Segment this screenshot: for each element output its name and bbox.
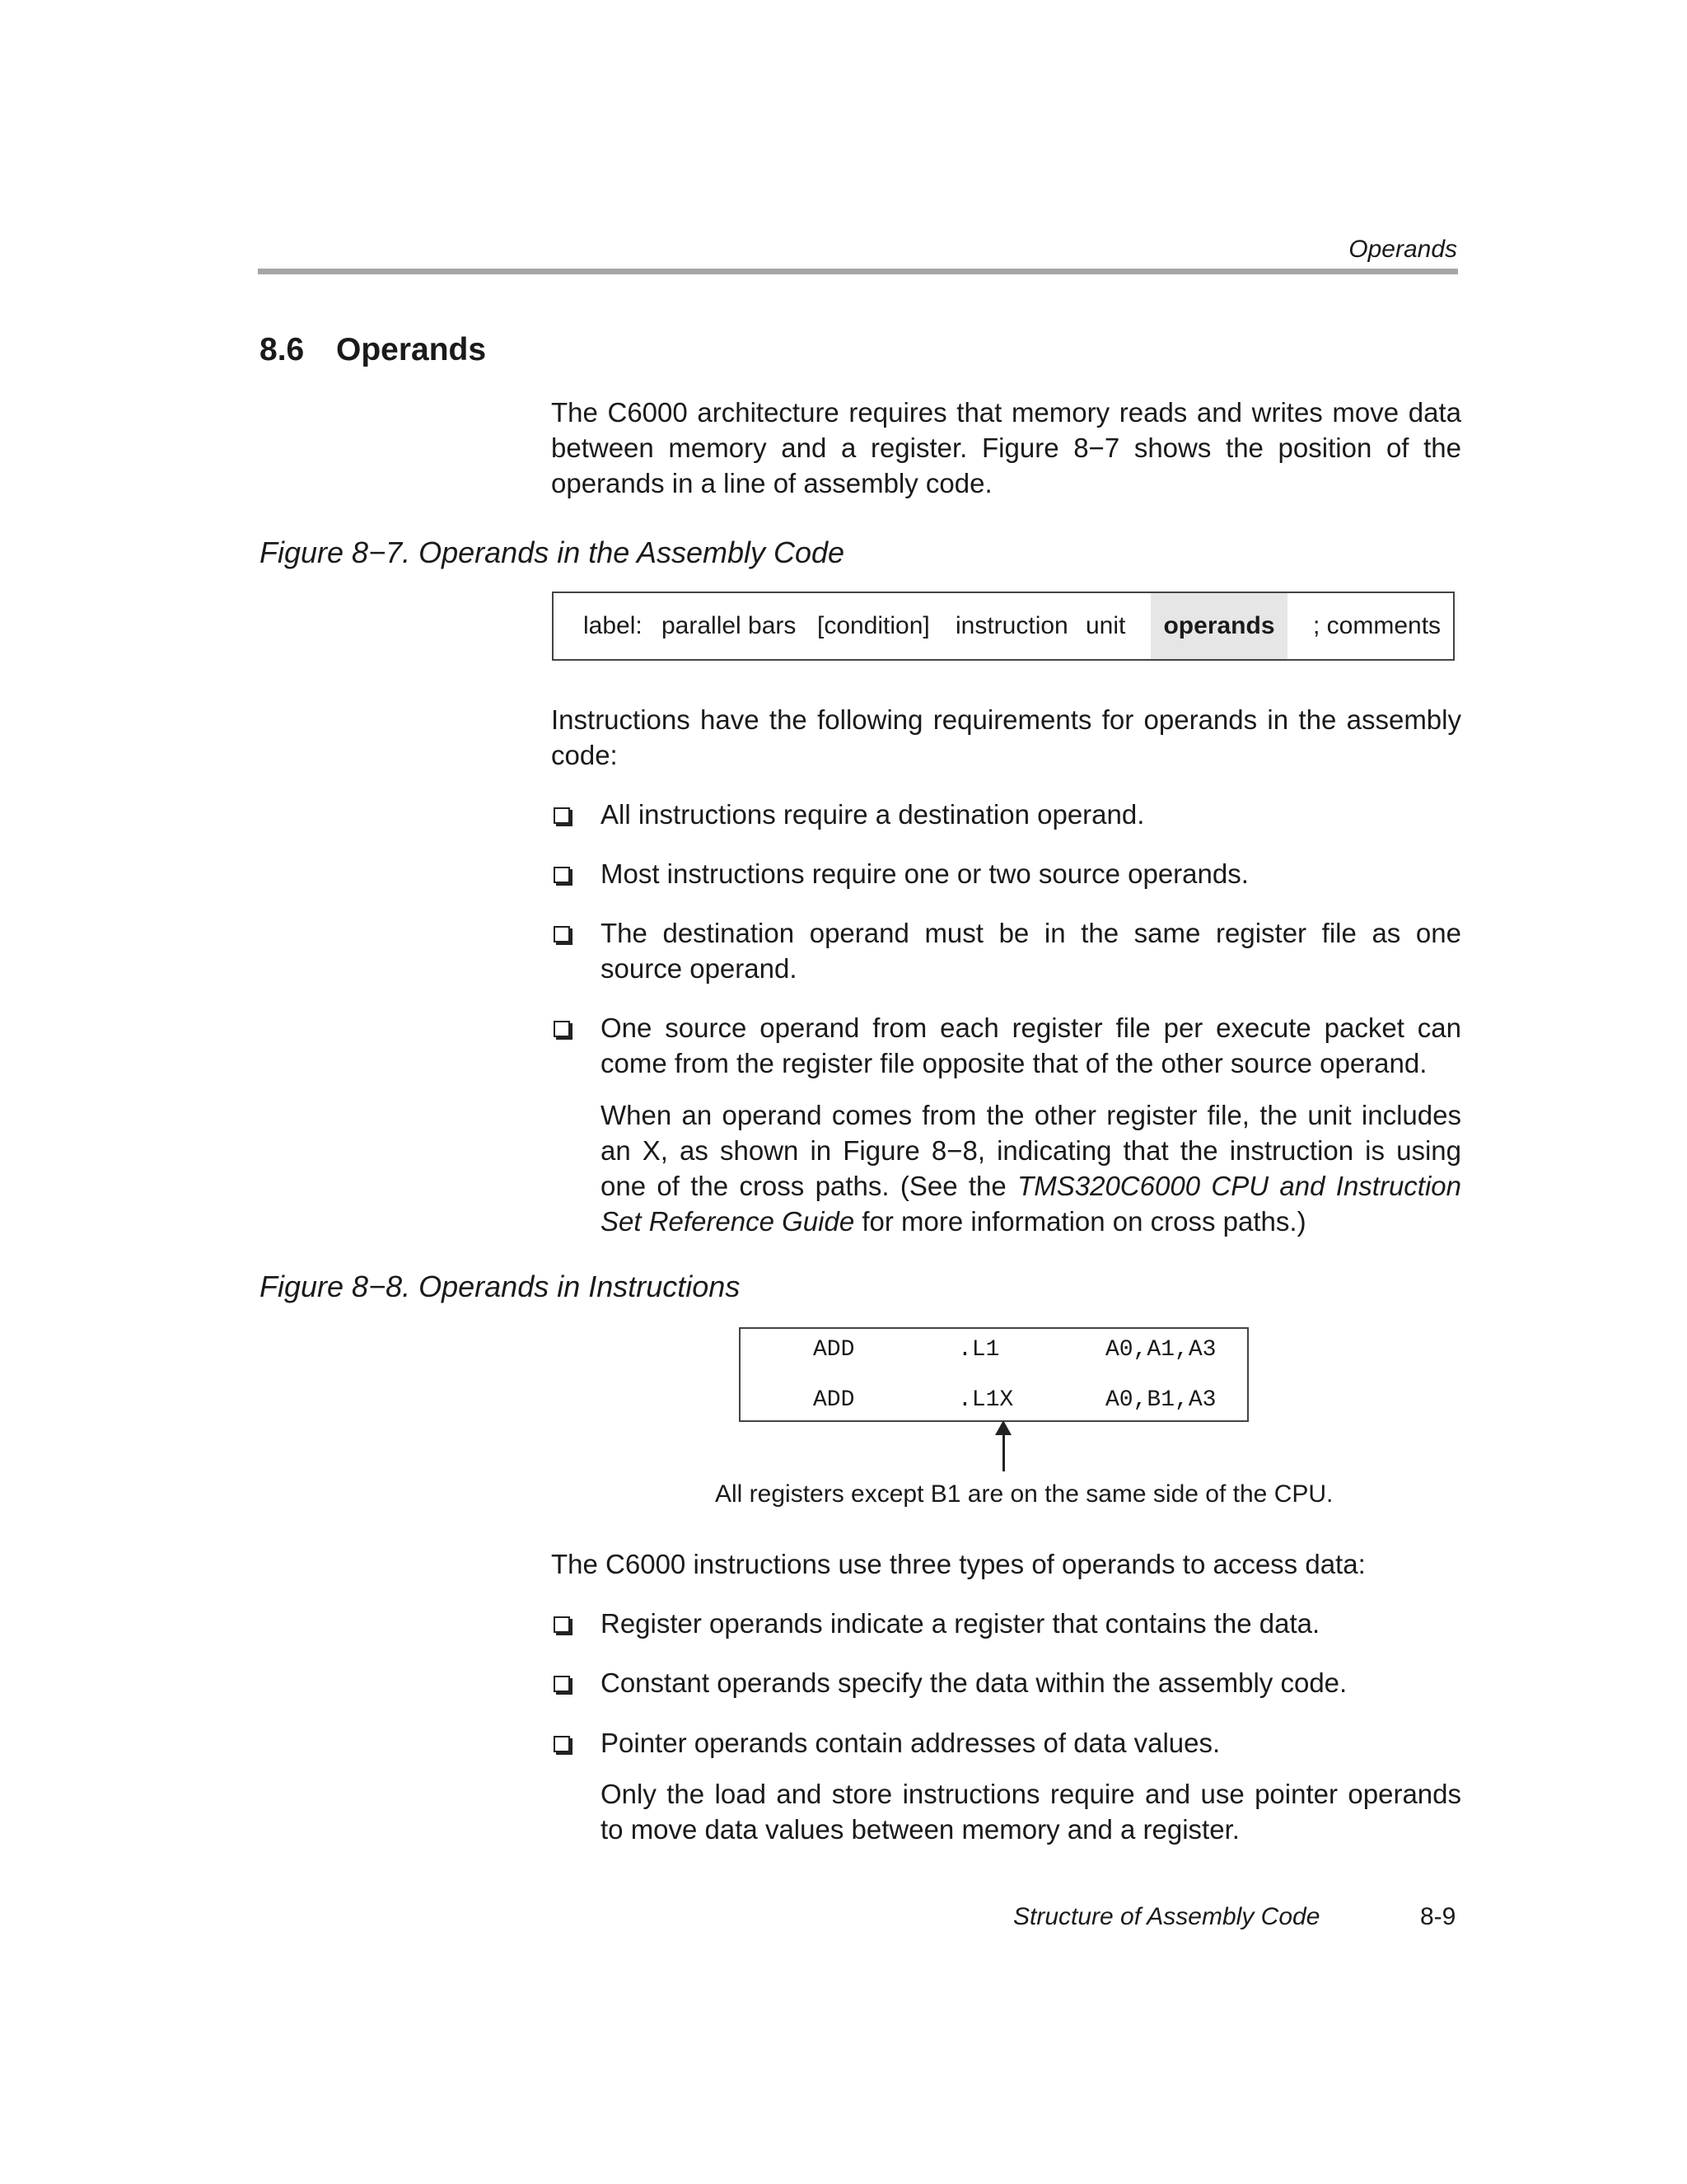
instruction-mnemonic: ADD	[813, 1387, 855, 1413]
figure-8-8-caption: Figure 8−8. Operands in Instructions	[259, 1270, 741, 1303]
intro-paragraph: The C6000 architecture requires that memory reads and writes move data between memory and a register. Figure 8−7 shows the position of the operands in a line of assembly code.	[551, 397, 1461, 498]
page-number: 8-9	[1420, 1903, 1456, 1930]
checkbox-bullet-icon	[554, 1676, 570, 1692]
checkbox-bullet-icon	[554, 1021, 570, 1037]
instruction-operands: A0,B1,A3	[1105, 1387, 1217, 1413]
list-item-text: One source operand from each register file per execute packet can come from the register file opposite that of the other source operand.	[600, 1012, 1461, 1078]
instruction-example-box	[739, 1327, 1249, 1422]
instruction-mnemonic: ADD	[813, 1337, 855, 1363]
list-item-text: All instructions require a destination operand.	[600, 799, 1145, 830]
field-operands-highlight: operands	[1151, 593, 1287, 659]
footer-chapter-title: Structure of Assembly Code	[1013, 1903, 1320, 1930]
note-text: When an operand comes from the other register file, the unit includes an X, as shown in Figure 8−8, indicating that the instruction is using one of the cross paths. (See the	[600, 1100, 1461, 1201]
instruction-unit: .L1X	[958, 1387, 1014, 1413]
field-unit: unit	[1086, 612, 1126, 639]
section-title: Operands	[336, 332, 487, 367]
figure-8-7-caption: Figure 8−7. Operands in the Assembly Code	[259, 535, 845, 569]
operand-types-intro: The C6000 instructions use three types of operands to access data:	[551, 1549, 1366, 1579]
checkbox-bullet-icon	[554, 926, 570, 942]
list-item-text: The destination operand must be in the same register file as one source operand.	[600, 918, 1461, 984]
list-item-text: Constant operands specify the data within the assembly code.	[600, 1667, 1348, 1698]
cross-path-note	[600, 1097, 1461, 1239]
checkbox-bullet-icon	[554, 867, 570, 883]
list-item-text: Most instructions require one or two source operands.	[600, 858, 1249, 889]
checkbox-bullet-icon	[554, 807, 570, 824]
field-comments: ; comments	[1313, 612, 1442, 639]
header-rule	[258, 269, 1458, 274]
running-header: Operands	[1348, 236, 1457, 263]
section-number: 8.6	[259, 332, 305, 367]
requirements-intro: Instructions have the following requirements for operands in the assembly code:	[551, 704, 1461, 770]
field-instruction: instruction	[956, 612, 1068, 639]
section-heading	[259, 332, 486, 368]
assembly-line-format-box	[552, 592, 1455, 661]
checkbox-bullet-icon	[554, 1736, 570, 1752]
instruction-operands: A0,A1,A3	[1105, 1337, 1217, 1363]
list-item-text: Register operands indicate a register that contains the data.	[600, 1608, 1320, 1639]
arrow-annotation: All registers except B1 are on the same side of the CPU.	[715, 1480, 1334, 1508]
field-label: label:	[583, 612, 643, 639]
note-text: for more information on cross paths.)	[854, 1206, 1306, 1237]
reference-guide-title: TMS320C6000 CPU and Instruction Set Reference Guide	[600, 1171, 1462, 1237]
checkbox-bullet-icon	[554, 1616, 570, 1633]
pointer-operands-note: Only the load and store instructions require and use pointer operands to move data values between memory and a register.	[600, 1779, 1461, 1845]
field-parallel-bars: parallel bars	[661, 612, 797, 639]
instruction-unit: .L1	[958, 1337, 1000, 1363]
field-condition: [condition]	[817, 612, 930, 639]
arrow-shaft	[1002, 1433, 1005, 1471]
list-item-text: Pointer operands contain addresses of data values.	[600, 1728, 1221, 1758]
